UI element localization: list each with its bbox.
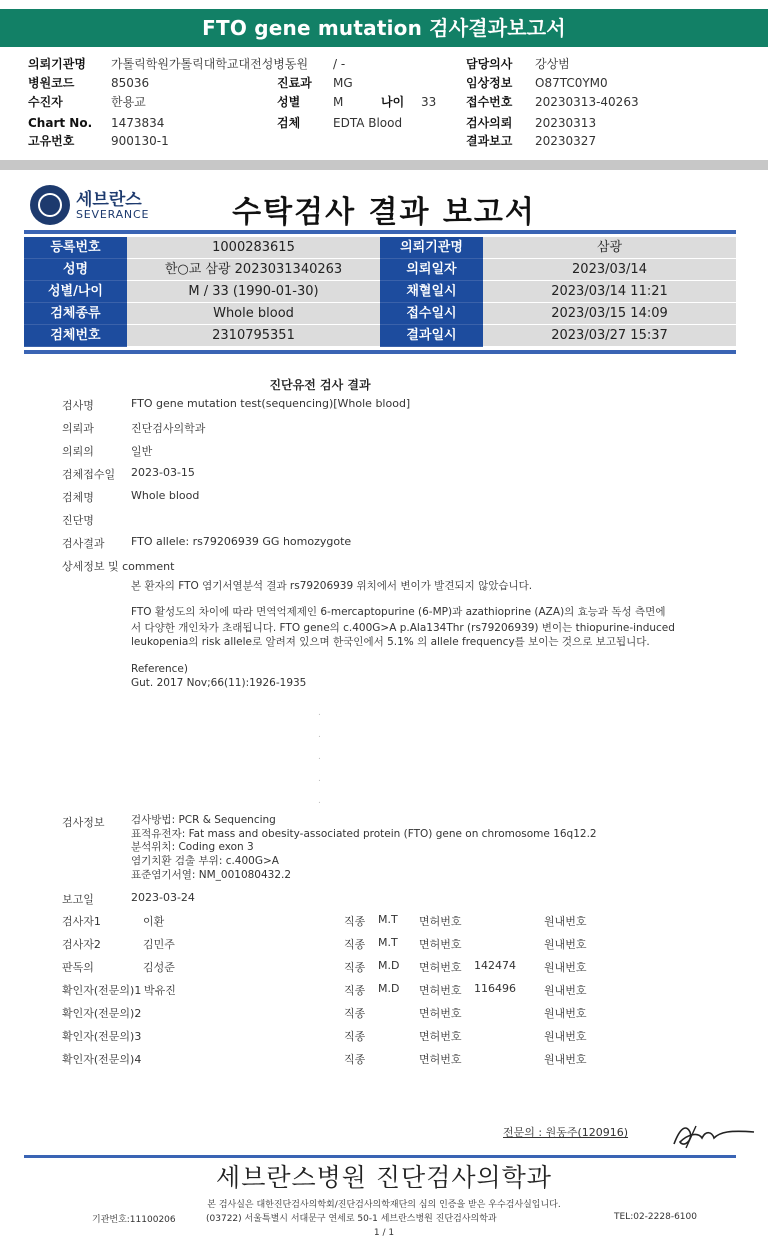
reference-label: Reference)	[131, 663, 188, 675]
info-label: 접수일시	[380, 303, 483, 325]
test-info-3: 분석위치: Coding exon 3	[131, 841, 254, 853]
institution-label: 의뢰기관명	[28, 57, 86, 71]
header-row-2	[0, 74, 768, 92]
grid-top-line	[24, 230, 736, 234]
info-value: 2023/03/14	[483, 259, 736, 281]
section-title: 진단유전 검사 결과	[269, 378, 371, 392]
test-info-4: 염기치환 검출 부위: c.400G>A	[131, 855, 279, 867]
spacer-dot: .	[318, 752, 321, 762]
signer-license-label: 면허번호	[419, 915, 462, 928]
signer-internal-label: 원내번호	[544, 984, 587, 997]
test-name-label: 검사명	[62, 399, 94, 412]
reference-value: Gut. 2017 Nov;66(11):1926-1935	[131, 677, 307, 689]
signer-name: 김민주	[143, 938, 175, 951]
request-doctor-label: 의뢰의	[62, 445, 94, 458]
clinical-label: 임상정보	[466, 76, 513, 90]
spacer-dot: .	[318, 708, 321, 718]
institution-value: 가톨릭학원가톨릭대학교대전성병동원	[111, 57, 309, 71]
spacer-dot: .	[318, 796, 321, 806]
footer-address: (03722) 서울특별시 서대문구 연세로 50-1 세브란스병원 진단검사의학과	[206, 1214, 497, 1224]
signer-job-type: M.D	[378, 982, 400, 995]
logo-korean: 세브란스	[76, 190, 142, 210]
signer-job-type: M.T	[378, 936, 398, 949]
test-info-2: 표적유전자: Fat mass and obesity-associated protein (FTO) gene on chromosome 16q12.2	[131, 828, 597, 840]
comment-2c: leukopenia의 risk allele로 알려져 있으며 한국인에서 5.1% 의 allele frequency를 보이는 것으로 보고됩니다.	[131, 636, 650, 648]
request-label: 검사의뢰	[466, 116, 513, 130]
receipt-value: 20230313-40263	[535, 95, 639, 109]
specimen-name-label: 검체명	[62, 491, 94, 504]
comment-2b: 서 다양한 개인차가 초래됩니다. FTO gene의 c.400G>A p.Ala134Thr (rs79206939) 변이는 thiopurine-induced	[131, 622, 675, 634]
signer-license-label: 면허번호	[419, 1030, 462, 1043]
report-date-label: 보고일	[62, 893, 94, 906]
info-value: Whole blood	[127, 303, 380, 325]
report-title: 수탁검사 결과 보고서	[232, 195, 536, 230]
doctor-label: 담당의사	[466, 57, 513, 71]
spacer-dot: .	[318, 774, 321, 784]
info-label: 의뢰일자	[380, 259, 483, 281]
age-value: 33	[421, 95, 437, 109]
signer-role: 확인자(전문의)4	[62, 1053, 142, 1066]
signer-license-number: 116496	[474, 982, 516, 995]
sex-value: M	[333, 95, 344, 109]
signer-role: 판독의	[62, 961, 94, 974]
specimen-label: 검체	[277, 116, 301, 130]
request-dept-label: 의뢰과	[62, 422, 94, 435]
signer-license-label: 면허번호	[419, 961, 462, 974]
info-value: M / 33 (1990-01-30)	[127, 281, 380, 303]
signer-job-type: M.D	[378, 959, 400, 972]
test-info-5: 표준염기서열: NM_001080432.2	[131, 869, 292, 881]
info-label: 채혈일시	[380, 281, 483, 303]
signer-job-label: 직종	[344, 1030, 366, 1043]
signer-job-label: 직종	[344, 984, 366, 997]
test-result-label: 검사결과	[62, 537, 105, 550]
test-info-1: 검사방법: PCR & Sequencing	[131, 814, 276, 826]
header-row-1	[0, 55, 768, 73]
info-grid-row	[24, 325, 736, 347]
signer-name: 김성준	[143, 961, 175, 974]
signer-job-label: 직종	[344, 1053, 366, 1066]
info-value: 2023/03/14 11:21	[483, 281, 736, 303]
hospital-code-label: 병원코드	[28, 76, 75, 90]
info-value: 2023/03/15 14:09	[483, 303, 736, 325]
test-name-value: FTO gene mutation test(sequencing)[Whole blood]	[131, 397, 411, 410]
signer-internal-label: 원내번호	[544, 1007, 587, 1020]
signer-name: 박유진	[144, 984, 176, 997]
signer-license-label: 면허번호	[419, 938, 462, 951]
report-header-title: FTO gene mutation 검사결과보고서	[0, 9, 768, 47]
specimen-value: EDTA Blood	[333, 116, 403, 130]
signer-internal-label: 원내번호	[544, 938, 587, 951]
info-value: 1000283615	[127, 237, 380, 259]
signer-internal-label: 원내번호	[544, 1030, 587, 1043]
info-grid-row	[24, 303, 736, 325]
slash-value: / -	[333, 57, 346, 71]
hospital-code-value: 85036	[111, 76, 150, 90]
info-label: 검체번호	[24, 325, 127, 347]
clinical-value: O87TC0YM0	[535, 76, 608, 90]
signer-job-label: 직종	[344, 961, 366, 974]
request-dept-value: 진단검사의학과	[131, 422, 206, 435]
report-date-value: 2023-03-24	[131, 891, 195, 904]
sex-label: 성별	[277, 95, 301, 109]
signer-role: 확인자(전문의)2	[62, 1007, 142, 1020]
signer-license-label: 면허번호	[419, 1053, 462, 1066]
signer-internal-label: 원내번호	[544, 915, 587, 928]
receipt-label: 접수번호	[466, 95, 513, 109]
received-label: 검체접수일	[62, 468, 116, 481]
age-label: 나이	[381, 95, 405, 109]
signer-internal-label: 원내번호	[544, 1053, 587, 1066]
signer-job-type: M.T	[378, 913, 398, 926]
unique-value: 900130-1	[111, 134, 169, 148]
result-value: 20230327	[535, 134, 597, 148]
doctor-value: 강상범	[535, 57, 570, 71]
info-grid-row	[24, 259, 736, 281]
info-label: 결과일시	[380, 325, 483, 347]
header-row-3	[0, 93, 768, 111]
signer-job-label: 직종	[344, 938, 366, 951]
patient-value: 한용교	[111, 95, 146, 109]
info-label: 의뢰기관명	[380, 237, 483, 259]
dept-label: 진료과	[277, 76, 312, 90]
signer-role: 확인자(전문의)3	[62, 1030, 142, 1043]
info-value: 한○교 삼광 2023031340263	[127, 259, 380, 281]
logo-english: SEVERANCE	[76, 208, 150, 221]
info-grid-row	[24, 281, 736, 303]
signer-role: 검사자2	[62, 938, 101, 951]
info-value: 2310795351	[127, 325, 380, 347]
signer-job-label: 직종	[344, 915, 366, 928]
chart-value: 1473834	[111, 116, 165, 130]
footer-tel: TEL:02-2228-6100	[614, 1212, 697, 1222]
received-value: 2023-03-15	[131, 466, 195, 479]
result-label: 결과보고	[466, 134, 513, 148]
footer-title: 세브란스병원 진단검사의학과	[216, 1163, 552, 1192]
diagnosis-label: 진단명	[62, 514, 94, 527]
info-label: 성명	[24, 259, 127, 281]
header-row-5	[0, 132, 768, 150]
detail-comment-label: 상세정보 및 comment	[62, 560, 175, 573]
info-value: 2023/03/27 15:37	[483, 325, 736, 347]
request-doctor-value: 일반	[131, 445, 153, 458]
signer-license-label: 면허번호	[419, 984, 462, 997]
spacer-dot: .	[318, 730, 321, 740]
signer-name: 이환	[143, 915, 165, 928]
divider-band	[0, 160, 768, 170]
test-info-label: 검사정보	[62, 816, 105, 829]
signer-role: 검사자1	[62, 915, 101, 928]
unique-label: 고유번호	[28, 134, 75, 148]
info-grid	[24, 237, 736, 347]
page-number: 1 / 1	[373, 1228, 395, 1238]
info-value: 삼광	[483, 237, 736, 259]
info-label: 등록번호	[24, 237, 127, 259]
comment-2a: FTO 활성도의 차이에 따라 면역억제제인 6-mercaptopurine (6-MP)과 azathioprine (AZA)의 효능과 독성 측면에	[131, 606, 666, 618]
dept-value: MG	[333, 76, 353, 90]
patient-label: 수진자	[28, 95, 63, 109]
chart-label: Chart No.	[28, 116, 93, 130]
info-label: 검체종류	[24, 303, 127, 325]
signer-role: 확인자(전문의)1	[62, 984, 142, 997]
request-value: 20230313	[535, 116, 597, 130]
signer-internal-label: 원내번호	[544, 961, 587, 974]
signer-license-number: 142474	[474, 959, 516, 972]
comment-1: 본 환자의 FTO 염기서열분석 결과 rs79206939 위치에서 변이가 발견되지 않았습니다.	[131, 580, 533, 592]
signer-job-label: 직종	[344, 1007, 366, 1020]
header-row-4	[0, 114, 768, 132]
footer-certification: 본 검사실은 대한진단검사의학회/진단검사의학재단의 심의 인증을 받은 우수검사실입니다.	[207, 1200, 561, 1210]
specialist-signature: 전문의 : 원동주(120916)	[503, 1126, 629, 1139]
info-label: 성별/나이	[24, 281, 127, 303]
handwritten-signature-icon	[668, 1118, 760, 1152]
specimen-name-value: Whole blood	[131, 489, 200, 502]
info-grid-row	[24, 237, 736, 259]
signer-license-label: 면허번호	[419, 1007, 462, 1020]
grid-bottom-line	[24, 350, 736, 354]
test-result-value: FTO allele: rs79206939 GG homozygote	[131, 535, 352, 548]
footer-org-number: 기관번호:11100206	[92, 1215, 176, 1225]
